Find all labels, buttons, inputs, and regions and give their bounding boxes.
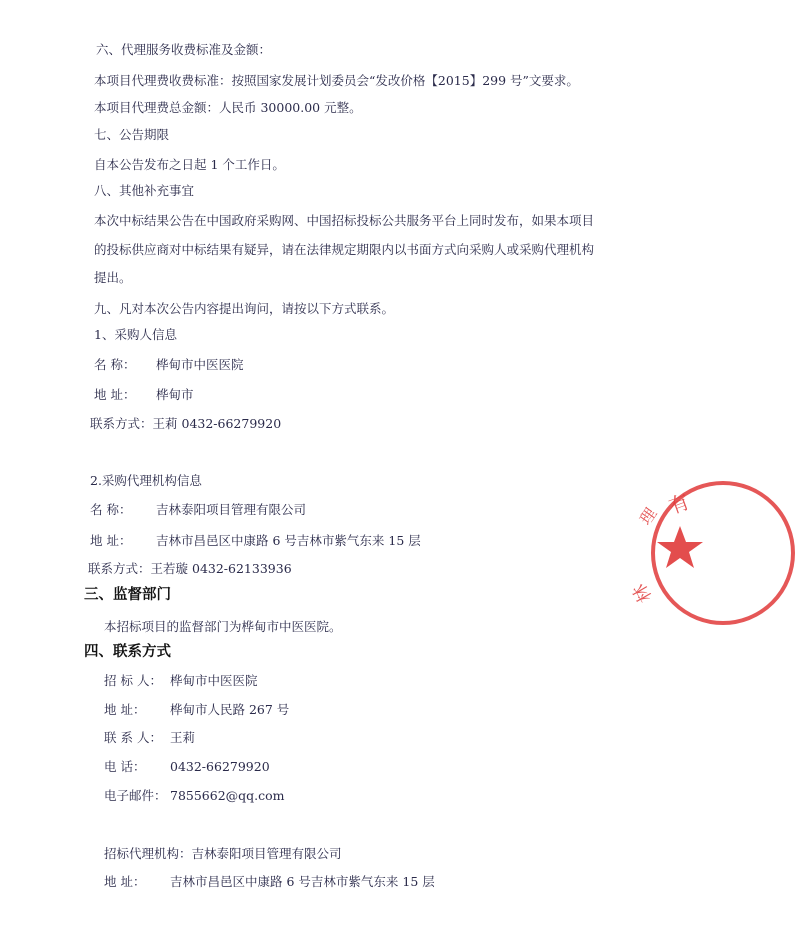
sec9-title: 九、凡对本次公告内容提出询问，请按以下方式联系。 xyxy=(94,301,395,316)
contact-person-label: 联 系 人： xyxy=(104,730,162,745)
contact-bidder-label: 招 标 人： xyxy=(104,673,162,688)
agent-address-value: 吉林市昌邑区中康路 6 号吉林市紫气东来 15 层 xyxy=(156,533,421,548)
buyer-name-label: 名 称： xyxy=(94,357,136,372)
sec8-paragraph-line1: 本次中标结果公告在中国政府采购网、中国招标投标公共服务平台上同时发布，如果本项目 xyxy=(94,213,595,228)
agent-contact-value: 王若璇 0432-62133936 xyxy=(150,561,292,576)
contact-email-value: 7855662@qq.com xyxy=(170,788,285,803)
buyer-contact-value: 王莉 0432-66279920 xyxy=(152,416,282,431)
sec6-title: 六、代理服务收费标准及金额： xyxy=(96,42,272,57)
sec7-title: 七、公告期限 xyxy=(94,127,170,142)
buyer-address-value: 桦甸市 xyxy=(156,387,194,402)
contact-address-row xyxy=(104,702,289,718)
contact-person-row xyxy=(104,730,195,746)
contact-person-value: 王莉 xyxy=(170,730,196,745)
buyer-name-value: 桦甸市中医医院 xyxy=(156,357,244,372)
agent-name-row xyxy=(90,502,306,518)
agent-address-label: 地 址： xyxy=(90,533,132,548)
sec7-text: 自本公告发布之日起 1 个工作日。 xyxy=(94,157,285,172)
contact-agent-row xyxy=(104,846,342,862)
sec8-title: 八、其他补充事宜 xyxy=(94,183,195,198)
contact-agent-address-label: 地 址： xyxy=(104,874,146,889)
sec6-fee-standard: 本项目代理费收费标准：按照国家发展计划委员会“发改价格【2015】299 号”文要求。 xyxy=(94,73,579,88)
agent-name-label: 名 称： xyxy=(90,502,132,517)
contact-phone-row xyxy=(104,759,270,775)
buyer-contact-row xyxy=(90,416,281,432)
sec8-paragraph-line2: 的投标供应商对中标结果有疑异，请在法律规定期限内以书面方式向采购人或采购代理机构 xyxy=(94,242,595,257)
contact-agent-address-value: 吉林市昌邑区中康路 6 号吉林市紫气东来 15 层 xyxy=(170,874,435,889)
contact-title: 四、联系方式 xyxy=(84,644,171,660)
supervise-text: 本招标项目的监督部门为桦甸市中医医院。 xyxy=(104,619,342,634)
contact-address-value: 桦甸市人民路 267 号 xyxy=(170,702,290,717)
agent-info-title: 2.采购代理机构信息 xyxy=(90,473,202,488)
agent-name-value: 吉林泰阳项目管理有限公司 xyxy=(156,502,307,517)
contact-email-label: 电子邮件： xyxy=(104,788,167,803)
svg-text:有: 有 xyxy=(665,489,693,519)
seal-star-icon xyxy=(657,526,703,568)
contact-bidder-row xyxy=(104,673,258,689)
agent-address-row xyxy=(90,533,421,549)
sec8-paragraph-line3: 提出。 xyxy=(94,270,132,285)
svg-text:林: 林 xyxy=(629,579,657,606)
contact-agent-value: 吉林泰阳项目管理有限公司 xyxy=(191,846,342,861)
company-seal-stamp xyxy=(629,478,798,628)
buyer-address-label: 地 址： xyxy=(94,387,136,402)
supervise-title: 三、监督部门 xyxy=(84,587,171,603)
buyer-name-row xyxy=(94,357,244,373)
agent-contact-row xyxy=(88,561,292,577)
contact-phone-value: 0432-66279920 xyxy=(170,759,270,774)
buyer-info-title: 1、采购人信息 xyxy=(94,327,177,342)
contact-address-label: 地 址： xyxy=(104,702,146,717)
contact-agent-address-row xyxy=(104,874,435,890)
buyer-address-row xyxy=(94,387,194,403)
agent-contact-label: 联系方式： xyxy=(88,561,151,576)
contact-phone-label: 电 话： xyxy=(104,759,146,774)
sec6-fee-total: 本项目代理费总金额：人民币 30000.00 元整。 xyxy=(94,100,362,115)
svg-text:理: 理 xyxy=(635,504,661,529)
contact-email-row xyxy=(104,788,285,804)
buyer-contact-label: 联系方式： xyxy=(90,416,153,431)
contact-bidder-value: 桦甸市中医医院 xyxy=(170,673,258,688)
contact-agent-label: 招标代理机构： xyxy=(104,846,192,861)
